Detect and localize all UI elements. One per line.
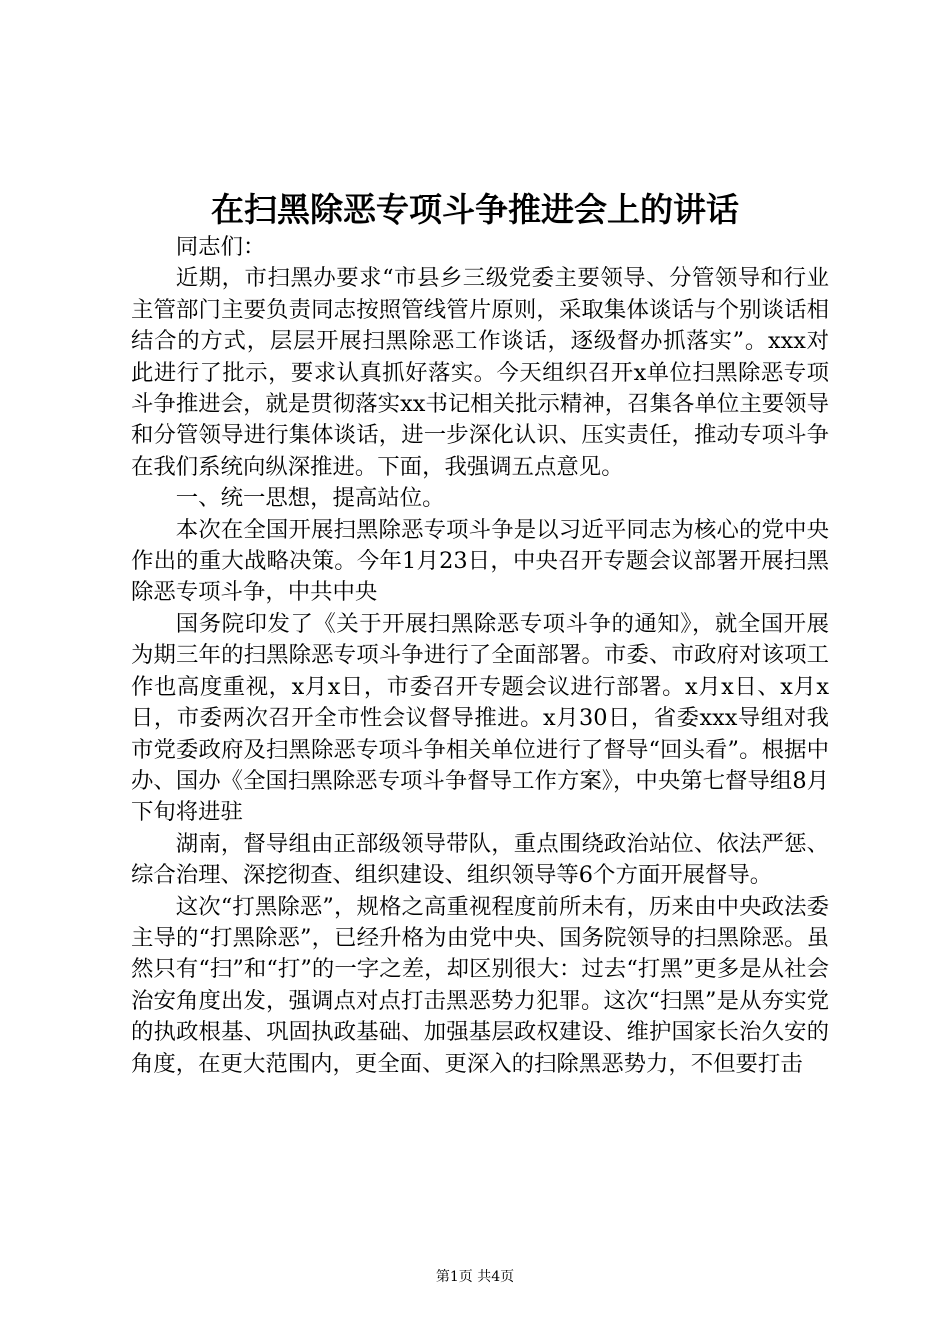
paragraph: 湖南，督导组由正部级领导带队，重点围绕政治站位、依法严惩、综合治理、深挖彻查、组织建设、组织领导等6个方面开展督导。 xyxy=(131,830,829,889)
paragraph: 本次在全国开展扫黑除恶专项斗争是以习近平同志为核心的党中央作出的重大战略决策。今年1月23日，中央召开专题会议部署开展扫黑除恶专项斗争，中共中央 xyxy=(131,516,829,606)
paragraph: 近期，市扫黑办要求“市县乡三级党委主要领导、分管领导和行业主管部门主要负责同志按照管线管片原则，采取集体谈话与个别谈话相结合的方式，层层开展扫黑除恶工作谈话，逐级督办抓落实”。xxx对此进行了批示，要求认真抓好落实。今天组织召开x单位扫黑除恶专项斗争推进会，就是贯彻落实xx书记相关批示精神，召集各单位主要领导和分管领导进行集体谈话，进一步深化认识、压实责任，推动专项斗争在我们系统向纵深推进。下面，我强调五点意见。 xyxy=(131,265,829,480)
page-number: 第1页 共4页 xyxy=(435,1269,515,1285)
paragraph: 国务院印发了《关于开展扫黑除恶专项斗争的通知》，就全国开展为期三年的扫黑除恶专项斗争进行了全面部署。市委、市政府对该项工作也高度重视，x月x日，市委召开专题会议进行部署。x月x日、x月x日，市委两次召开全市性会议督导推进。x月30日，省委xxx导组对我市党委政府及扫黑除恶专项斗争相关单位进行了督导“回头看”。根据中办、国办《全国扫黑除恶专项斗争督导工作方案》，中央第七督导组8月下旬将进驻 xyxy=(131,610,829,826)
document-body xyxy=(131,232,829,1080)
paragraph-salutation: 同志们： xyxy=(175,234,266,260)
section-heading: 一、统一思想，提高站位。 xyxy=(175,485,445,512)
document-title: 在扫黑除恶专项斗争推进会上的讲话 xyxy=(211,190,739,229)
paragraph: 这次“打黑除恶”，规格之高重视程度前所未有，历来由中央政法委主导的“打黑除恶”，已经升格为由党中央、国务院领导的扫黑除恶。虽然只有“扫”和“打”的一字之差，却区别很大：过去“打黑”更多是从社会治安角度出发，强调点对点打击黑恶势力犯罪。这次“扫黑”是从夯实党的执政根基、巩固执政基础、加强基层政权建设、维护国家长治久安的角度，在更大范围内，更全面、更深入的扫除黑恶势力，不但要打击 xyxy=(131,893,829,1077)
